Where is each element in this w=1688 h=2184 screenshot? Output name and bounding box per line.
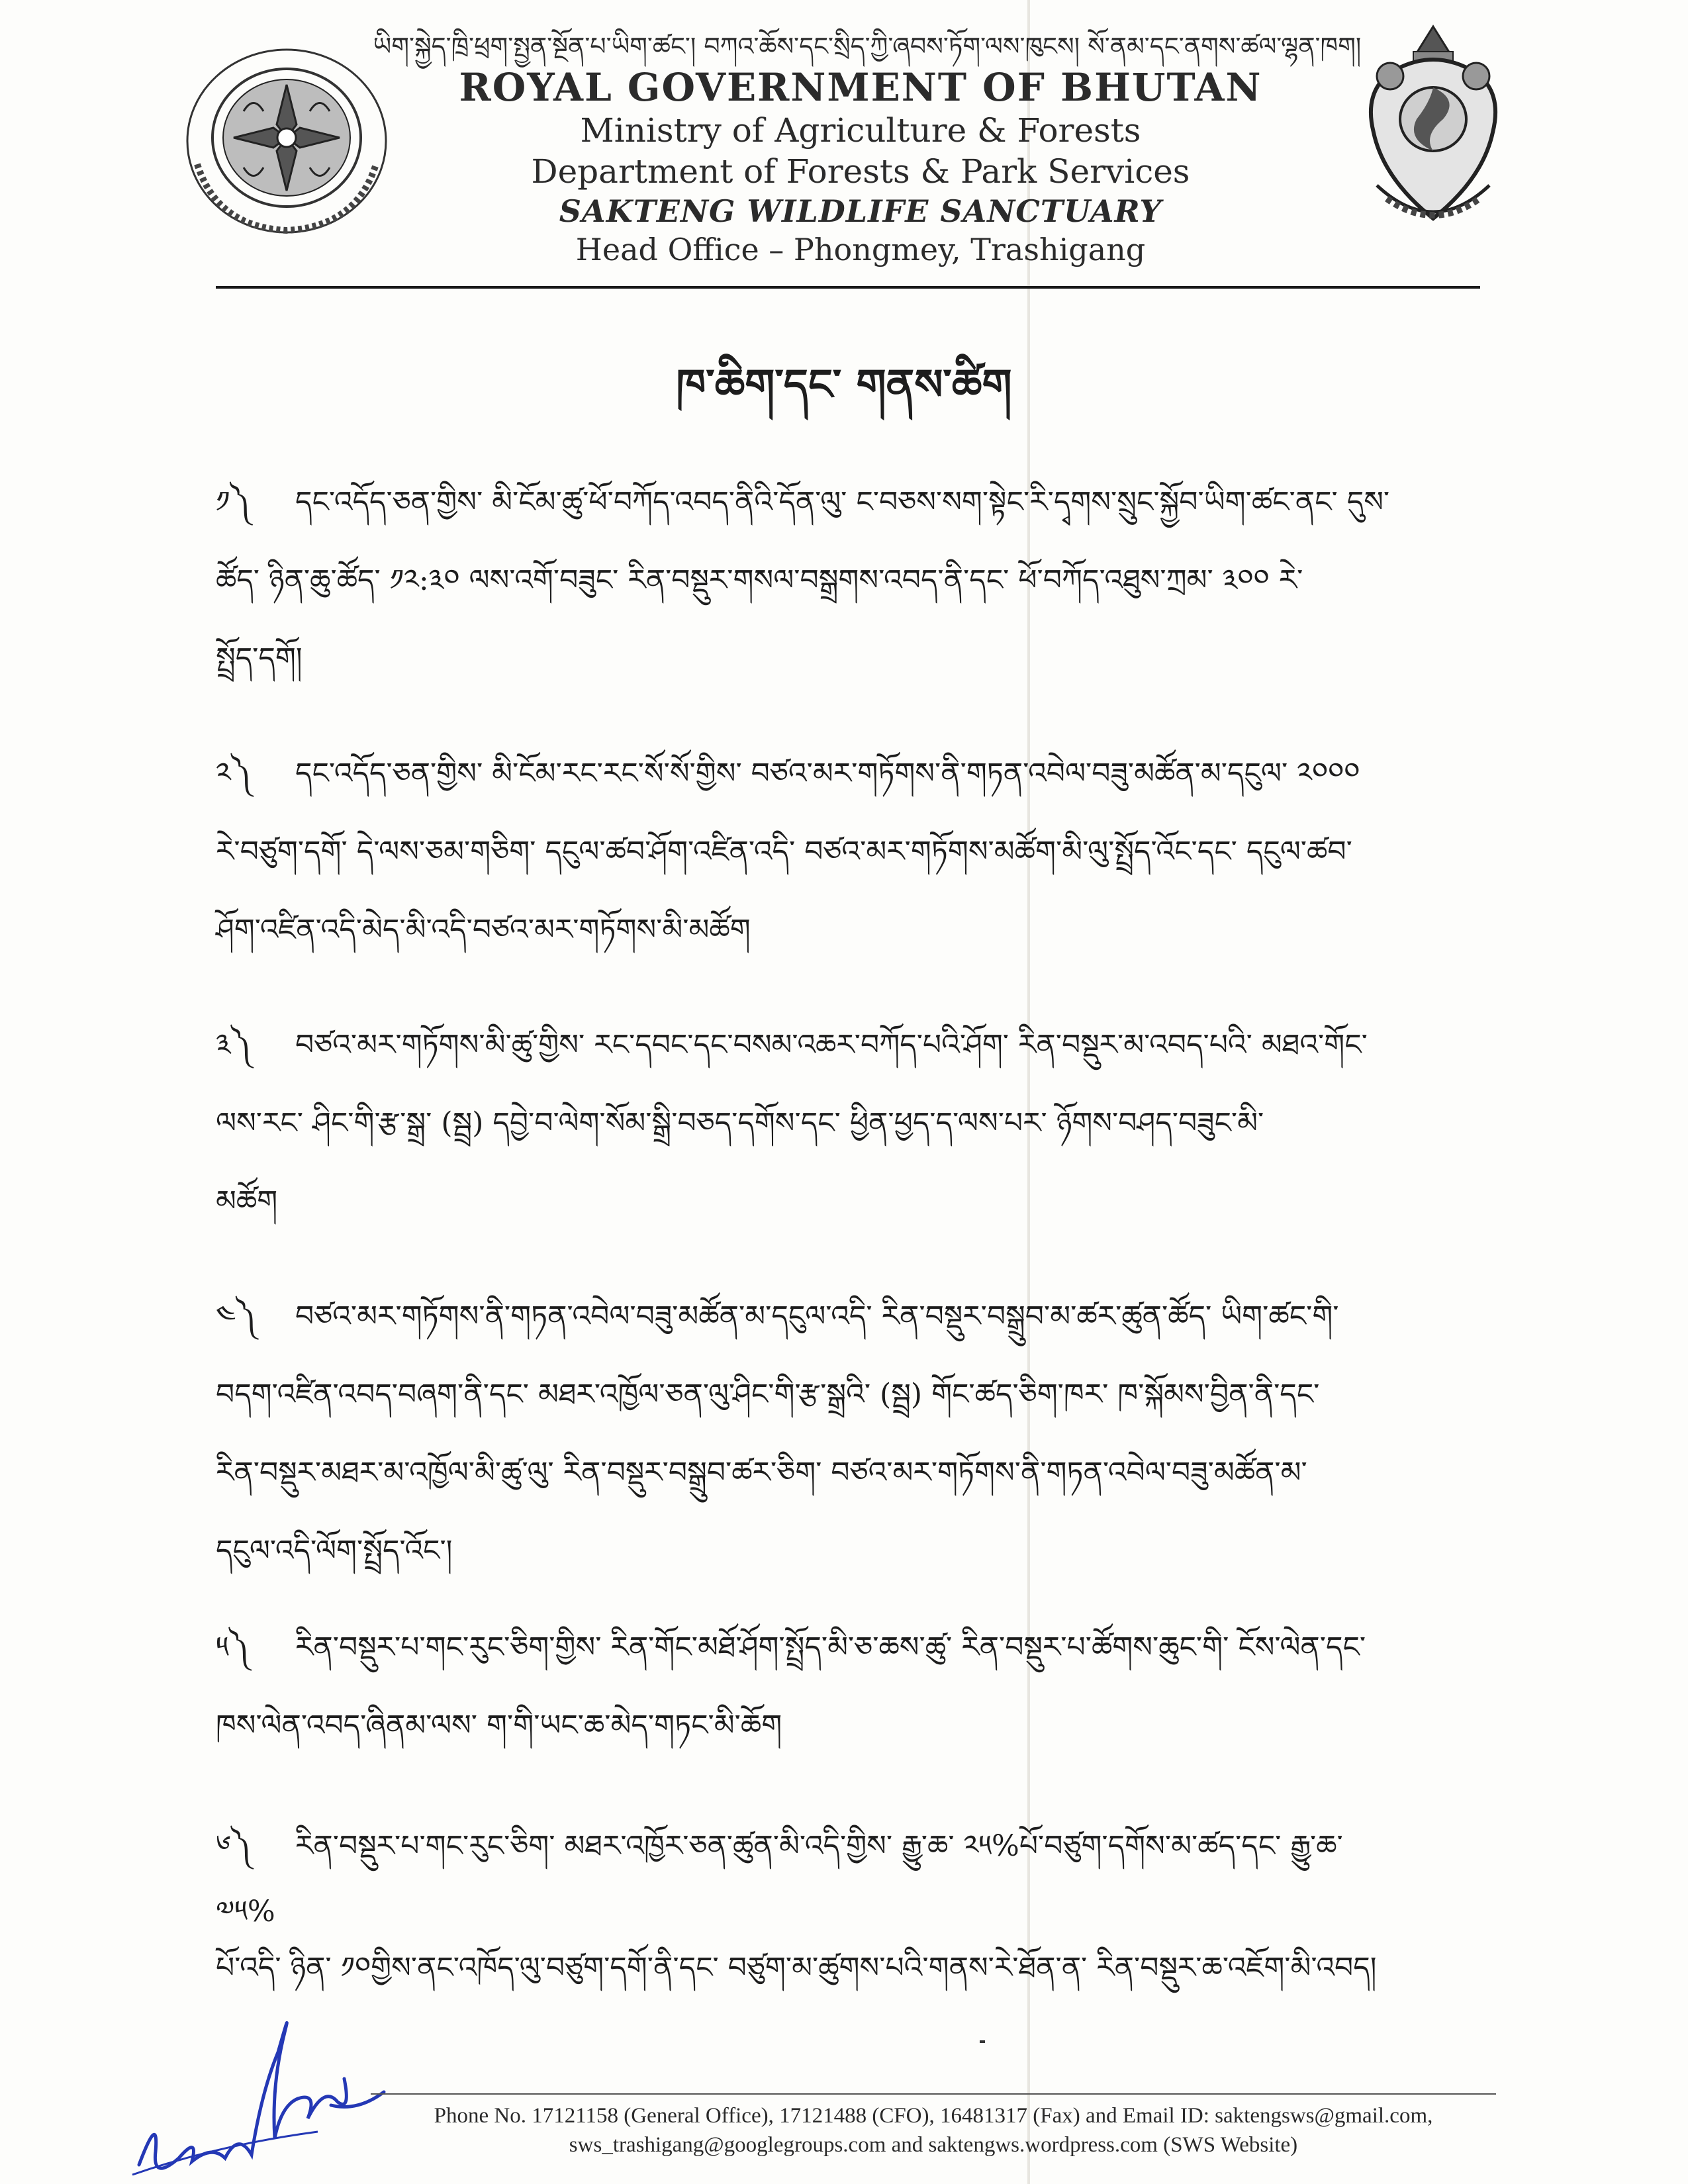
ink-mark bbox=[980, 2040, 985, 2043]
clause-line: པོ་འདི་ ཉིན་ ༡༠གྱིས་ནང་འཁོད་ལུ་བཙུག་དགོ་ནི་དང་ བཙུག་མ་ཚུགས་པའི་གནས་རེ་ཐོན་ན་ རིན་བསྡུར་ཆ་འཇོག་མི་འབད། bbox=[216, 1951, 1377, 1985]
clause-5 bbox=[216, 1609, 1474, 1765]
clause-line: ༢༽ དང་འདོད་ཅན་གྱིས་ མི་ངོམ་རང་རང་སོ་སོ་གྱིས་ བཙའ་མར་གཏོགས་ནི་གཏན་འབེལ་བཟུ་མཚོན་མ་དངུལ་ ༢༠༠༠ bbox=[216, 735, 1474, 813]
clause-line: བདག་འཛིན་འབད་བཞག་ནི་དང་ མཐར་འཁྱོལ་ཅན་ལུ་ཤིང་གི་རྩ་སྒྲའི་ (སྦྲ) གོང་ཚད་ཅིག་ཁར་ ཁ་སྐོམས་བྱིན་ནི་དང་ bbox=[216, 1378, 1320, 1411]
clause-2 bbox=[216, 735, 1474, 969]
tibetan-motto-line: ཡིག་སྐྱེད་ཁྲི་ཕྲག་སྤྱན་སྔོན་པ་ཡིག་ཚང་། བཀའ་ཆོས་དང་སྲིད་ཀྱི་ཞབས་ཏོག་ལས་ཁུངས། སོ་ནམ་དང་ནགས་ཚལ་ལྷན་ཁག། bbox=[373, 32, 1362, 61]
clause-4 bbox=[216, 1278, 1474, 1590]
clause-number: ༢༽ bbox=[216, 757, 252, 790]
clause-line: དངུལ་འདི་ལོག་སྤྲོད་འོང་། bbox=[216, 1534, 453, 1568]
clause-line: ཁས་ལེན་འབད་ཞིནམ་ལས་ ག་གི་ཡང་ཆ་མེད་གཏང་མི་ཆོག bbox=[216, 1709, 782, 1742]
clause-line: ཤོག་འཛིན་འདི་མེད་མི་འདི་བཙའ་མར་གཏོགས་མི་མཚོག bbox=[216, 913, 751, 947]
clause-3 bbox=[216, 1006, 1474, 1241]
clause-line: རིན་བསྡུར་མཐར་མ་འཁྱོལ་མི་ཚུ་ལུ་ རིན་བསྡུར་བསྒྲུབ་ཚར་ཅིག་ བཙའ་མར་གཏོགས་ནི་གཏན་འབེལ་བཟུ་མཚོན་མ་ bbox=[216, 1456, 1307, 1490]
clause-1 bbox=[216, 463, 1474, 698]
clause-line: ༤༽ བཙའ་མར་གཏོགས་ནི་གཏན་འབེལ་བཟུ་མཚོན་མ་དངུལ་འདི་ རིན་བསྡུར་བསྒྲུབ་མ་ཚར་ཚུན་ཚོད་ ཡིག་ཚང་གི་ bbox=[216, 1278, 1474, 1356]
clause-number: ༤༽ bbox=[216, 1300, 257, 1333]
ministry-name: Ministry of Agriculture & Forests bbox=[580, 111, 1141, 150]
clause-number: ༦༽ bbox=[216, 1829, 252, 1863]
department-emblem bbox=[1350, 20, 1516, 232]
clause-number: ༡༽ bbox=[216, 485, 251, 519]
clause-line: ༥༽ རིན་བསྡུར་པ་གང་རུང་ཅིག་གྱིས་ རིན་གོང་མཐོ་ཤོག་སྤྲོད་མི་ཅ་ཆས་ཚུ་ རིན་བསྡུར་པ་ཚོགས་ཆུང་གི་ ངོས་ལེན་དང་ bbox=[216, 1609, 1474, 1687]
clause-line: རེ་བཙུག་དགོ་ དེ་ལས་ཅམ་གཅིག་ དངུལ་ཚབ་ཤོག་འཛིན་འདི་ བཙའ་མར་གཏོགས་མཚོག་མི་ལུ་སྤྲོད་འོང་དང་ དངུལ་ཚབ་ bbox=[216, 835, 1352, 869]
clause-line: མཚོག bbox=[216, 1184, 278, 1218]
footer-contact-line-2: sws_trashigang@googlegroups.com and saktengws.wordpress.com (SWS Website) bbox=[569, 2133, 1298, 2157]
sanctuary-name: SAKTENG WILDLIFE SANCTUARY bbox=[559, 193, 1162, 229]
office-location: Head Office – Phongmey, Trashigang bbox=[575, 232, 1146, 267]
clause-number: ༥༽ bbox=[216, 1631, 250, 1664]
document-title: ཁ་ཆིག་དང་ གནས་ཚིག bbox=[676, 360, 1012, 410]
government-name: ROYAL GOVERNMENT OF BHUTAN bbox=[459, 65, 1262, 110]
clause-line: ༣༽ བཙའ་མར་གཏོགས་མི་ཚུ་གྱིས་ རང་དབང་དང་བསམ་འཆར་བཀོད་པའི་ཤོག་ རིན་བསྡུར་མ་འབད་པའི་ མཐའ་གོང་ bbox=[216, 1006, 1474, 1084]
footer-contact-line-1: Phone No. 17121158 (General Office), 17121488 (CFO), 16481317 (Fax) and Email ID: saktengsws@gmail.com, bbox=[434, 2104, 1433, 2128]
royal-emblem-seal bbox=[177, 38, 396, 244]
clause-line: སྤྲོད་དགོ། bbox=[216, 641, 303, 675]
clause-line: ༦༽ རིན་བསྡུར་པ་གང་རུང་ཅིག་ མཐར་འཁྱོར་ཅན་ཚུན་མི་འདི་གྱིས་ རྒྱུ་ཆ་ ༢༥%པོ་བཙུག་དགོས་མ་ཚད་དང་ རྒྱུ་ཆ་ bbox=[216, 1807, 1474, 1885]
clause-6 bbox=[216, 1807, 1474, 1998]
clause-number: ༣༽ bbox=[216, 1028, 252, 1062]
header-divider bbox=[216, 286, 1480, 289]
footer-divider bbox=[371, 2093, 1496, 2095]
clause-line: ལས་རང་ ཤིང་གི་རྩ་སྒྲ་ (སྦྲ) དབྱེ་བ་ལེག་སོམ་སྒྲི་བཅད་དགོས་དང་ ཕྱིན་ཕྱད་ད་ལས་པར་ ཉོགས་བཤད་བཟུང་མི་ bbox=[216, 1106, 1264, 1140]
clause-line: ༧༥% bbox=[216, 1895, 275, 1928]
department-name: Department of Forests & Park Services bbox=[531, 152, 1190, 191]
clause-line: ༡༽ དང་འདོད་ཅན་གྱིས་ མི་ངོམ་ཚུ་ཕོ་བཀོད་འབད་ནིའི་དོན་ལུ་ ང་བཅས་སག་སྟེང་རི་དྭགས་སྲུང་སྐྱོབ་ཡིག་ཚང་ནང་ དུས་ bbox=[216, 463, 1474, 542]
clause-line: ཚོད་ ཉིན་ཆུ་ཚོད་ ༡༢:༣༠ ལས་འགོ་བཟུང་ རིན་བསྡུར་གསལ་བསྒྲགས་འབད་ནི་དང་ ཕོ་བཀོད་འཐུས་ཀྲམ་ ༣༠༠ རེ་ bbox=[216, 563, 1303, 597]
